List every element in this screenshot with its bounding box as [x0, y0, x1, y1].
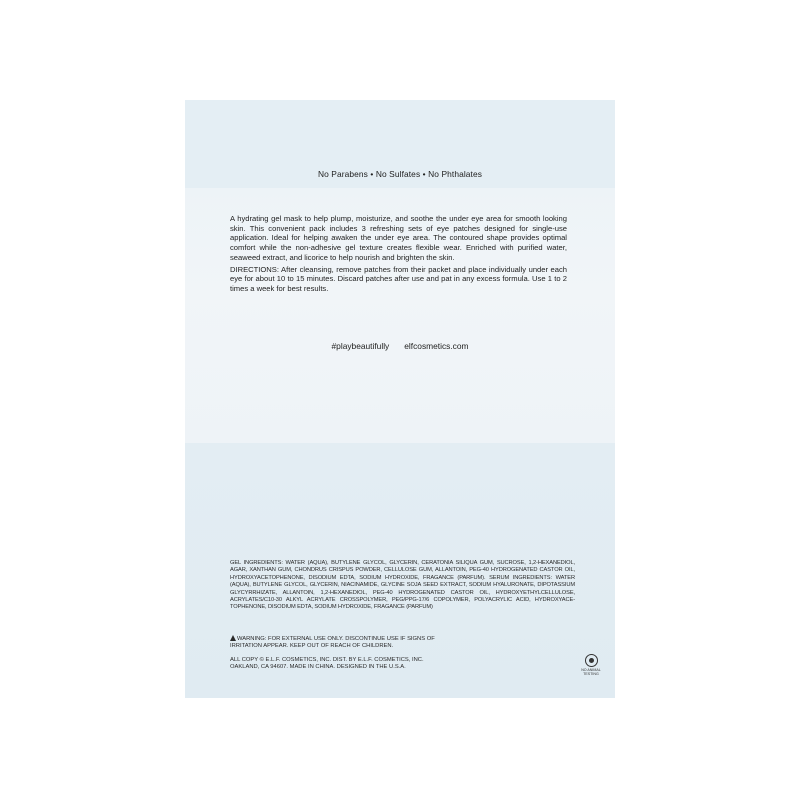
- copyright-text: ALL COPY © E.L.F. COSMETICS, INC. DIST. BY E.L.F. COSMETICS, INC. OAKLAND, CA 94607. MADE IN CHINA. DESIGNED IN THE U.S.A.: [230, 657, 424, 671]
- product-description: A hydrating gel mask to help plump, moisturize, and soothe the under eye area for smooth looking skin. This convenient pack includes 3 refreshing sets of eye patches designed for single-use application. Ideal for helping awaken the under eye area. The contoured shape provides optimal comfort while the non-adhesive gel texture creates flexible wear. Enriched with purified water, seaweed extract, and licorice to help nourish and brighten the skin.: [230, 214, 567, 262]
- social-line: [185, 341, 615, 351]
- warning-triangle-icon: [230, 635, 236, 641]
- no-animal-testing-icon: [585, 654, 598, 667]
- ingredients-list: GEL INGREDIENTS: WATER (AQUA), BUTYLENE GLYCOL, GLYCERIN, CERATONIA SILIQUA GUM, SUCROSE, 1,2-HEXANEDIOL, AGAR, XANTHAN GUM, CHONDRUS CRISPUS POWDER, CELLULOSE GUM, ALLANTOIN, PEG-40 HYDROGENATED CASTOR OIL, HYDROXYACETOPHENONE, DISODIUM EDTA, SODIUM HYDROXIDE, FRAGANCE (PARFUM). SERUM INGREDIENTS: WATER (AQUA), BUTYLENE GLYCOL, GLYCERIN, NIACINAMIDE, GLYCINE SOJA SEED EXTRACT, SODIUM HYALURONATE, DIPOTASSIUM GLYCYRRHIZATE, ALLANTOIN, 1,2-HEXANEDIOL, PEG-40 HYDROGENATED CASTOR OIL, HYDROXYETHYLCELLULOSE, ACRYLATES/C10-30 ALKYL ACRYLATE CROSSPOLYMER, PEG/PPG-17/6 COPOLYMER, POLYACRYLIC ACID, HYDROXYACE-TOPHENONE, DISODIUM EDTA, SODIUM HYDROXIDE, FRAGANCE (PARFUM): [230, 560, 575, 611]
- package-back-panel: [185, 100, 615, 698]
- badge-label-line1: NO ANIMAL: [581, 668, 601, 672]
- product-description-block: [230, 214, 567, 296]
- no-animal-testing-badge: [571, 654, 611, 676]
- directions-text: DIRECTIONS: After cleansing, remove patches from their packet and place individually under each eye for about 10 to 15 minutes. Discard patches after use and pat in any excess formula. Use 1 to 2 times a week for best results.: [230, 264, 567, 293]
- hashtag: #playbeautifully: [331, 341, 390, 351]
- warning-block: [230, 635, 450, 651]
- badge-label-line2: TESTING: [583, 672, 599, 676]
- free-from-claims: No Parabens • No Sulfates • No Phthalates: [317, 169, 483, 179]
- website: elfcosmetics.com: [404, 341, 469, 351]
- warning-text: WARNING: FOR EXTERNAL USE ONLY. DISCONTINUE USE IF SIGNS OF IRRITATION APPEAR. KEEP OUT OF REACH OF CHILDREN.: [230, 636, 435, 650]
